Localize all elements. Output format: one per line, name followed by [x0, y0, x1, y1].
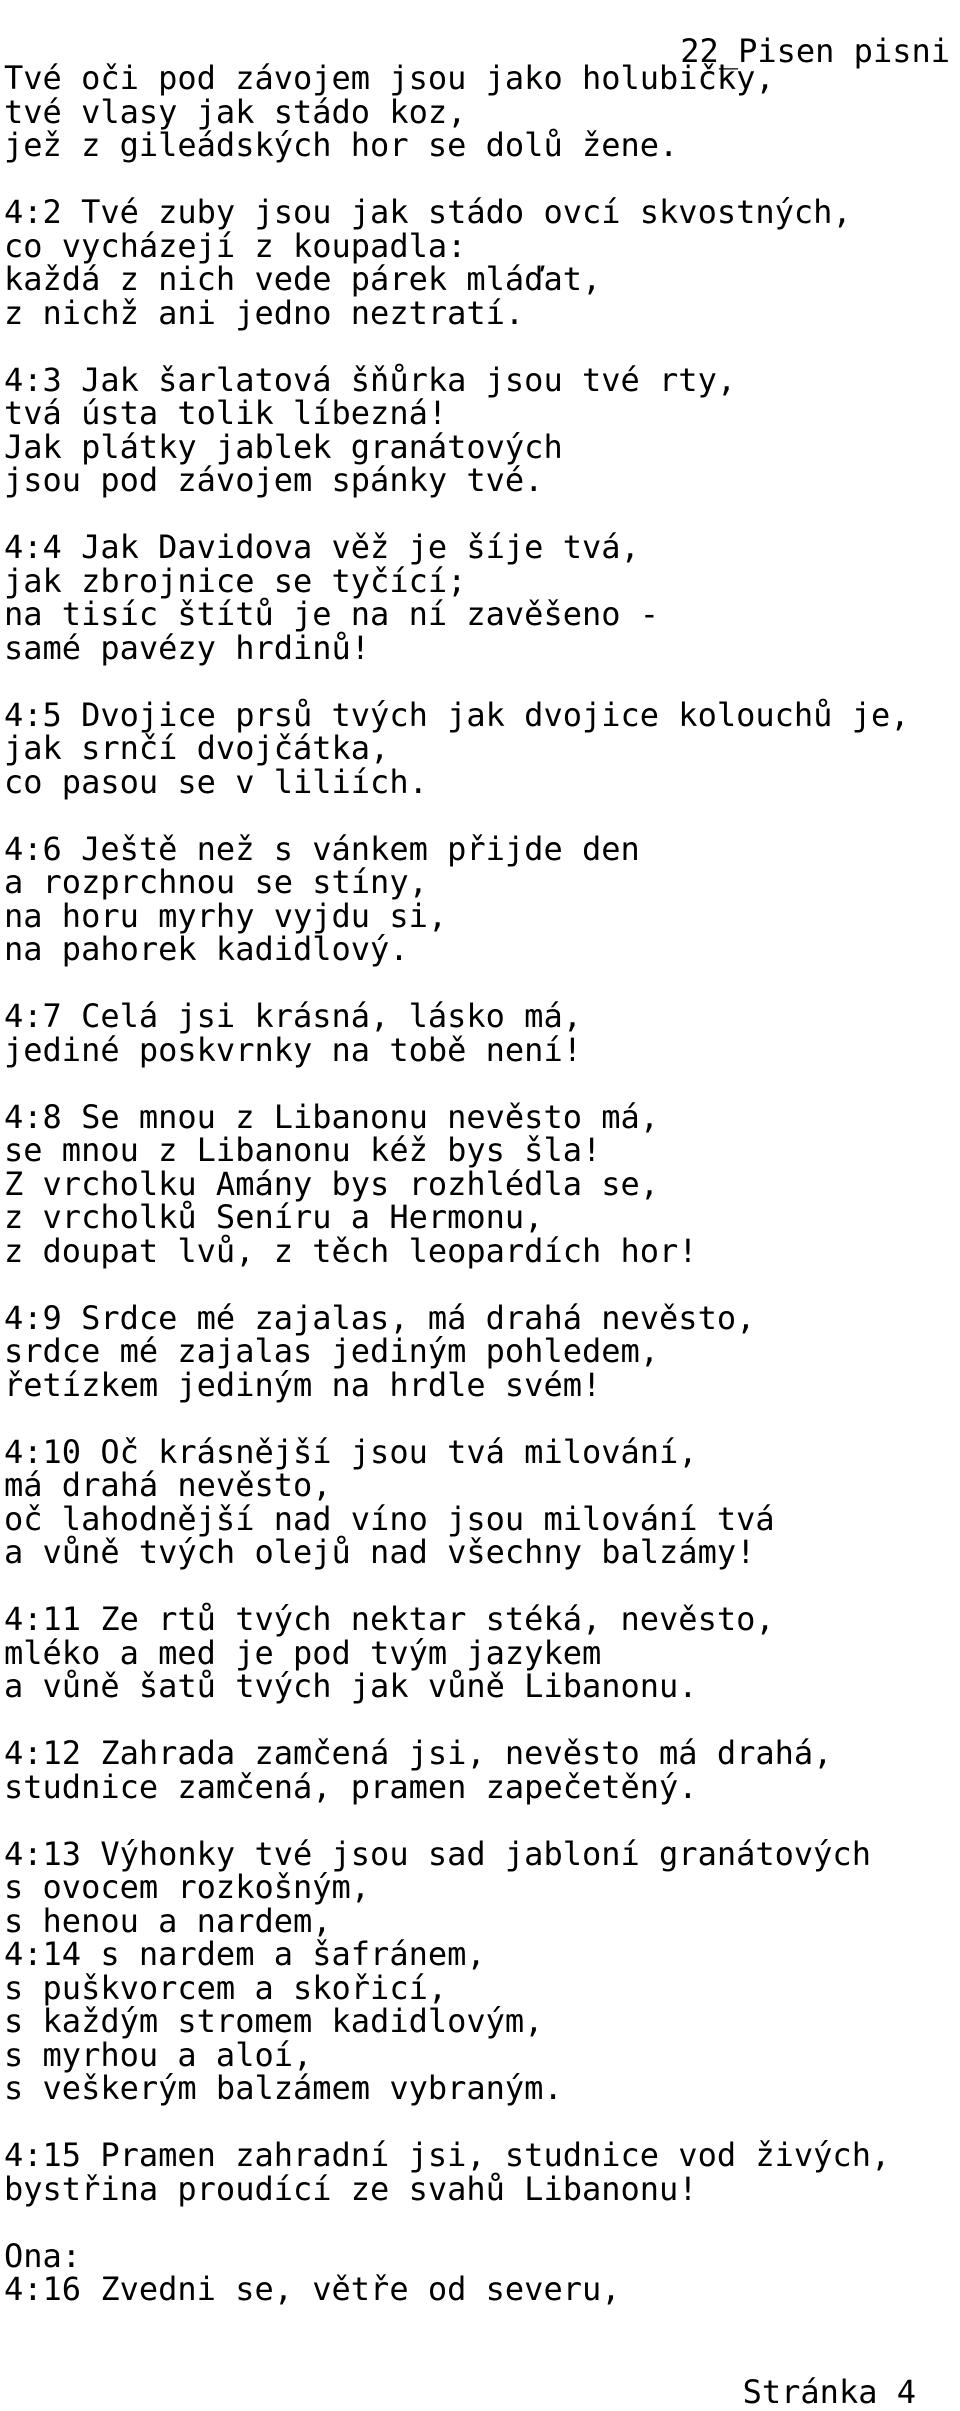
- stanza: [4, 1097, 954, 1270]
- stanza: [4, 59, 954, 164]
- page-number: Stránka 4: [742, 2373, 916, 2411]
- verse-line: jediné poskvrnky na tobě není!: [4, 1030, 582, 1069]
- verse-line: Z vrcholku Amány bys rozhlédla se,: [4, 1164, 660, 1203]
- document-title: 22_Pisen pisni: [680, 32, 950, 70]
- verse-line: 4:14 s nardem a šafránem,: [4, 1935, 486, 1973]
- stanza: [4, 829, 954, 968]
- verse-line: z nichž ani jedno neztratí.: [4, 293, 525, 332]
- verse-line: 4:12 Zahrada zamčená jsi, nevěsto má drahá,: [4, 1734, 833, 1772]
- verse-line: 4:10 Oč krásnější jsou tvá milování,: [4, 1432, 698, 1471]
- verse-line: z vrcholků Seníru a Hermonu,: [4, 1198, 544, 1236]
- stanza: [4, 1834, 954, 2107]
- stanza: [4, 1432, 954, 1571]
- verse-line: každá z nich vede párek mláďat,: [4, 260, 602, 298]
- verse-line: tvá ústa tolik líbezná!: [4, 394, 448, 432]
- speaker-label: Ona:: [4, 2236, 82, 2275]
- verse-line: 4:8 Se mnou z Libanonu nevěsto má,: [4, 1097, 660, 1136]
- verse-line: co vycházejí z koupadla:: [4, 226, 467, 265]
- verse-line: 4:15 Pramen zahradní jsi, studnice vod živých,: [4, 2136, 891, 2174]
- stanza: [4, 193, 954, 332]
- verse-line: bystřina proudící ze svahů Libanonu!: [4, 2169, 698, 2208]
- verse-line: na tisíc štítů je na ní zavěšeno -: [4, 595, 660, 633]
- stanza: [4, 997, 954, 1069]
- verse-line: má drahá nevěsto,: [4, 1466, 332, 1504]
- verse-line: oč lahodnější nad víno jsou milování tvá: [4, 1499, 775, 1538]
- verse-line: s každým stromem kadidlovým,: [4, 2002, 544, 2040]
- verse-line: 4:9 Srdce mé zajalas, má drahá nevěsto,: [4, 1298, 756, 1337]
- verse-line: tvé vlasy jak stádo koz,: [4, 92, 467, 131]
- page-footer: [704, 2341, 916, 2409]
- verse-line: 4:13 Výhonky tvé jsou sad jabloní granátových: [4, 1834, 871, 1873]
- verse-line: řetízkem jediným na hrdle svém!: [4, 1365, 602, 1404]
- verse-line: a vůně tvých olejů nad všechny balzámy!: [4, 1533, 756, 1571]
- verse-line: 4:5 Dvojice prsů tvých jak dvojice kolouchů je,: [4, 695, 910, 734]
- stanza: [4, 2136, 954, 2208]
- verse-line: s henou a nardem,: [4, 1901, 332, 1940]
- verse-line: jsou pod závojem spánky tvé.: [4, 461, 544, 499]
- verse-line: s myrhou a aloí,: [4, 2035, 313, 2074]
- verse-line: Tvé oči pod závojem jsou jako holubičky,: [4, 59, 775, 97]
- verse-line: s ovocem rozkošným,: [4, 1868, 371, 1906]
- verse-line: a vůně šatů tvých jak vůně Libanonu.: [4, 1667, 698, 1705]
- document-header: [642, 0, 950, 68]
- verse-line: z doupat lvů, z těch leopardích hor!: [4, 1231, 698, 1270]
- verse-line: 4:4 Jak Davidova věž je šíje tvá,: [4, 528, 640, 566]
- stanza: [4, 1734, 954, 1806]
- verse-line: samé pavézy hrdinů!: [4, 628, 371, 667]
- verse-line: srdce mé zajalas jediným pohledem,: [4, 1332, 660, 1370]
- verse-line: jak zbrojnice se tyčící;: [4, 561, 467, 600]
- verse-line: na horu myrhy vyjdu si,: [4, 896, 448, 935]
- verse-line: 4:16 Zvedni se, větře od severu,: [4, 2270, 621, 2308]
- verse-line: jak srnčí dvojčátka,: [4, 729, 390, 767]
- verse-line: s veškerým balzámem vybraným.: [4, 2069, 563, 2107]
- verse-line: mléko a med je pod tvým jazykem: [4, 1633, 602, 1672]
- stanza: [4, 1298, 954, 1404]
- verse-line: se mnou z Libanonu kéž bys šla!: [4, 1131, 602, 1169]
- verse-line: 4:11 Ze rtů tvých nektar stéká, nevěsto,: [4, 1600, 775, 1638]
- verse-line: 4:2 Tvé zuby jsou jak stádo ovcí skvostných,: [4, 193, 852, 231]
- stanza: [4, 360, 954, 499]
- stanza: [4, 695, 954, 801]
- verse-line: s puškvorcem a skořicí,: [4, 1968, 448, 2007]
- verse-line: 4:3 Jak šarlatová šňůrka jsou tvé rty,: [4, 360, 737, 399]
- stanza: [4, 528, 954, 667]
- verse-line: Jak plátky jablek granátových: [4, 427, 563, 466]
- verse-line: co pasou se v liliích.: [4, 762, 428, 801]
- verse-line: studnice zamčená, pramen zapečetěný.: [4, 1767, 698, 1806]
- verse-line: jež z gileádských hor se dolů žene.: [4, 126, 679, 164]
- verse-line: na pahorek kadidlový.: [4, 930, 409, 968]
- verse-line: 4:7 Celá jsi krásná, lásko má,: [4, 997, 582, 1035]
- song-text: [4, 59, 954, 2340]
- verse-line: 4:6 Ještě než s vánkem přijde den: [4, 829, 640, 868]
- verse-line: a rozprchnou se stíny,: [4, 863, 428, 901]
- stanza: [4, 2236, 954, 2308]
- stanza: [4, 1600, 954, 1705]
